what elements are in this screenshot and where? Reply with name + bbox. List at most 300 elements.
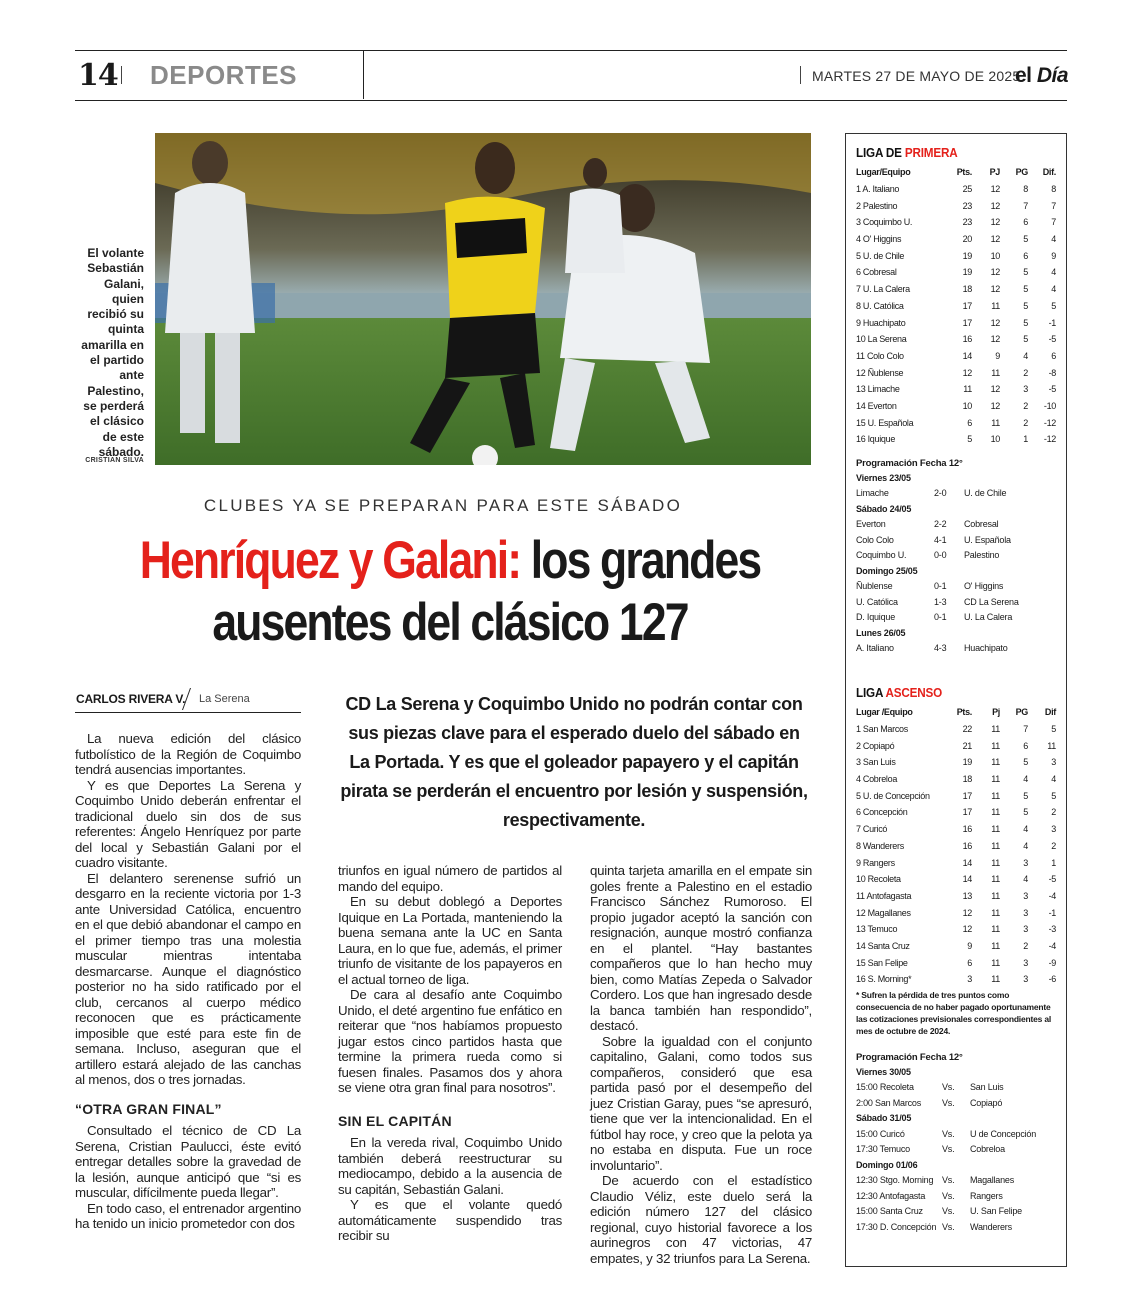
- schedule-title: Programación Fecha 12°: [856, 1051, 963, 1063]
- stat-cell: 5: [1023, 790, 1028, 801]
- headline-highlight: Henríquez y Galani:: [139, 531, 521, 590]
- stat-cell: 3: [1023, 857, 1028, 868]
- stat-cell: 7: [1051, 200, 1056, 211]
- column-header: Dif.: [1042, 167, 1056, 178]
- stat-cell: 4: [1051, 284, 1056, 295]
- stat-cell: 12: [990, 384, 1000, 395]
- team-cell: 11 Antofagasta: [856, 890, 912, 901]
- match-row: [856, 595, 1056, 611]
- schedule-day: Sábado 31/05: [856, 1113, 912, 1123]
- primera-title-b: PRIMERA: [904, 145, 958, 160]
- team-cell: 12 Ñublense: [856, 367, 904, 378]
- paragraph: La nueva edición del clásico futbolístico de la Región de Coquimbo tendrá ausencias importantes.: [75, 731, 301, 777]
- stat-cell: 22: [962, 724, 972, 735]
- stat-cell: 4: [1051, 774, 1056, 785]
- match-team: U. Española: [964, 534, 1011, 545]
- stat-cell: 2: [1023, 940, 1028, 951]
- stat-cell: -8: [1048, 367, 1056, 378]
- photo-caption: El volante Sebastián Galani, quien recibió su quinta amarilla en el partido ante Palestino, se perderá el clásico de este sábado.: [81, 246, 144, 459]
- stat-cell: 4: [1023, 774, 1028, 785]
- match-team: D. Iquique: [856, 612, 896, 623]
- stat-cell: 6: [967, 957, 972, 968]
- primera-title: [856, 145, 1036, 160]
- team-cell: 1 A. Italiano: [856, 184, 900, 195]
- match-team: Everton: [856, 519, 886, 530]
- team-cell: 12 Magallanes: [856, 907, 911, 918]
- match-score: Vs.: [942, 1190, 955, 1201]
- stat-cell: 11: [991, 924, 1000, 935]
- subheading: “OTRA GRAN FINAL”: [75, 1100, 222, 1117]
- author-name: CARLOS RIVERA V.: [76, 692, 186, 706]
- stat-cell: 20: [962, 234, 972, 245]
- stat-cell: 1: [1051, 857, 1056, 868]
- match-score: 0-1: [934, 581, 947, 592]
- stat-cell: -5: [1048, 384, 1056, 395]
- team-cell: 7 Curicó: [856, 824, 888, 835]
- stat-cell: -4: [1048, 890, 1056, 901]
- table-row: [856, 231, 1056, 248]
- stat-cell: 12: [990, 334, 1000, 345]
- stat-cell: 3: [1023, 384, 1028, 395]
- stat-cell: -4: [1048, 940, 1056, 951]
- stat-cell: 3: [1023, 907, 1028, 918]
- team-cell: 15 San Felipe: [856, 957, 908, 968]
- match-score: Vs.: [942, 1097, 955, 1108]
- stat-cell: 9: [967, 940, 972, 951]
- stat-cell: -1: [1048, 907, 1056, 918]
- table-row: [856, 181, 1056, 198]
- team-cell: 2 Copiapó: [856, 740, 895, 751]
- stat-cell: 5: [1023, 267, 1028, 278]
- table-row: [856, 314, 1056, 331]
- stat-cell: 8: [1023, 184, 1028, 195]
- stat-cell: 11: [991, 774, 1000, 785]
- article-headline: [122, 530, 777, 654]
- stat-cell: 3: [1051, 824, 1056, 835]
- match-row: [856, 1142, 1056, 1158]
- stat-cell: -10: [1043, 400, 1056, 411]
- match-row: [856, 1080, 1056, 1096]
- stat-cell: 5: [1023, 317, 1028, 328]
- stat-cell: 11: [1047, 740, 1056, 751]
- stat-cell: 11: [991, 807, 1000, 818]
- stat-cell: 16: [962, 824, 972, 835]
- match-team: 12:30 Antofagasta: [856, 1190, 926, 1201]
- paragraph: Sobre la igualdad con el conjunto capitalino, Galani, como todos sus compañeros, consideró que esa partida pasó por el desempeño del juez Cristian Garay, pues “se apresuró, tiene que ver la intencionalidad. En el fútbol hay roce, y creo que la pelota ya no estaba en disputa. Fue un roce involuntario”.: [590, 1033, 812, 1173]
- match-team: CD La Serena: [964, 596, 1019, 607]
- stat-cell: 14: [962, 874, 972, 885]
- stat-cell: 11: [991, 724, 1000, 735]
- stat-cell: 5: [1023, 284, 1028, 295]
- stat-cell: 6: [967, 417, 972, 428]
- team-cell: 15 U. Española: [856, 417, 914, 428]
- match-row: [856, 1204, 1056, 1220]
- match-score: 0-0: [934, 550, 947, 561]
- stat-cell: 3: [1023, 890, 1028, 901]
- column-header: PJ: [989, 167, 1000, 178]
- stat-cell: 23: [962, 217, 972, 228]
- stat-cell: 12: [962, 367, 972, 378]
- match-team: 15:00 Curicó: [856, 1128, 905, 1139]
- stat-cell: 4: [1023, 350, 1028, 361]
- match-row: [856, 1127, 1056, 1143]
- ascenso-title-b: ASCENSO: [885, 685, 943, 700]
- column-header: PG: [1015, 167, 1028, 178]
- article-photo: [155, 133, 811, 465]
- stat-cell: 11: [991, 367, 1000, 378]
- stat-cell: -1: [1048, 317, 1056, 328]
- match-row: [856, 579, 1056, 595]
- table-row: [856, 298, 1056, 315]
- team-cell: 10 Recoleta: [856, 874, 901, 885]
- stat-cell: 13: [962, 890, 972, 901]
- stat-cell: 16: [962, 334, 972, 345]
- table-row: [856, 264, 1056, 281]
- schedule-day: Viernes 30/05: [856, 1066, 911, 1077]
- team-cell: 8 U. Católica: [856, 300, 904, 311]
- stat-cell: 5: [1051, 300, 1056, 311]
- body-column-3: [590, 863, 812, 1266]
- stat-cell: 12: [962, 924, 972, 935]
- stat-cell: 19: [962, 267, 972, 278]
- match-row: [856, 1096, 1056, 1112]
- table-header-row: [856, 704, 1056, 721]
- team-cell: 6 Cobresal: [856, 267, 897, 278]
- paragraph: En su debut doblegó a Deportes Iquique en La Portada, manteniendo la buena semana ante la UC en Santa Laura, en lo que fue, además, el primer triunfo de visitante de los papayeros en el actual torneo de liga.: [338, 894, 562, 987]
- author-location: La Serena: [199, 693, 250, 705]
- stat-cell: 8: [1051, 184, 1056, 195]
- table-row: [856, 787, 1056, 804]
- table-row: [856, 414, 1056, 431]
- match-score: 2-0: [934, 488, 947, 499]
- stat-cell: 16: [962, 840, 972, 851]
- schedule-day: Viernes 23/05: [856, 472, 911, 483]
- table-row: [856, 971, 1056, 988]
- primera-title-a: LIGA DE: [856, 145, 902, 160]
- team-cell: 16 S. Morning*: [856, 974, 912, 985]
- match-team: Palestino: [964, 550, 1000, 561]
- stat-cell: 3: [1023, 924, 1028, 935]
- header-bottom-rule: [75, 100, 1067, 101]
- match-row: [856, 1189, 1056, 1205]
- ascenso-schedule: [856, 1052, 1056, 1236]
- match-row: [856, 486, 1056, 502]
- stat-cell: 11: [991, 840, 1000, 851]
- stat-cell: 4: [1023, 824, 1028, 835]
- stat-cell: 18: [962, 284, 972, 295]
- paragraph: triunfos en igual número de partidos al mando del equipo.: [338, 863, 562, 894]
- table-row: [856, 364, 1056, 381]
- match-score: Vs.: [942, 1144, 955, 1154]
- table-row: [856, 904, 1056, 921]
- column-header: Lugar/Equipo: [856, 167, 911, 178]
- paragraph: De acuerdo con el estadístico Claudio Véliz, este duelo será la edición número 127 del clásico regional, cuyo historial favorece a los aurinegros con 47 victorias, 47 empates, y 32 triunfos para La Serena.: [590, 1173, 812, 1266]
- table-row: [856, 838, 1056, 855]
- header-divider: [800, 66, 801, 84]
- match-team: U. La Calera: [964, 612, 1013, 623]
- stat-cell: 2: [1051, 807, 1056, 818]
- match-team: Coquimbo U.: [856, 550, 907, 561]
- standings-sidebar: [845, 133, 1067, 1267]
- column-header: Lugar /Equipo: [856, 707, 913, 718]
- table-row: [856, 431, 1056, 448]
- stat-cell: 11: [991, 740, 1000, 751]
- stat-cell: 25: [962, 184, 972, 195]
- match-score: 4-1: [934, 534, 947, 545]
- stat-cell: 9: [995, 350, 1000, 361]
- stat-cell: 23: [962, 200, 972, 211]
- stat-cell: 3: [1051, 757, 1056, 768]
- stat-cell: 12: [990, 234, 1000, 245]
- team-cell: 4 Cobreloa: [856, 774, 898, 785]
- ascenso-title: [856, 685, 1036, 700]
- stat-cell: 5: [1023, 807, 1028, 818]
- article-kicker: CLUBES YA SE PREPARAN PARA ESTE SÁBADO: [203, 496, 683, 515]
- stat-cell: 7: [1023, 200, 1028, 211]
- stat-cell: 5: [1023, 300, 1028, 311]
- team-cell: 14 Santa Cruz: [856, 940, 910, 951]
- stat-cell: 11: [991, 300, 1000, 311]
- match-score: Vs.: [942, 1128, 955, 1139]
- schedule-day: Sábado 24/05: [856, 503, 912, 514]
- stat-cell: 12: [990, 200, 1000, 211]
- logo-dia: Día: [1036, 64, 1069, 87]
- match-row: [856, 641, 1056, 657]
- body-column-1: [75, 731, 301, 1232]
- match-team: San Luis: [970, 1082, 1004, 1092]
- stat-cell: 5: [1051, 790, 1056, 801]
- stat-cell: 17: [962, 317, 972, 328]
- stat-cell: 14: [962, 857, 972, 868]
- stat-cell: 4: [1051, 267, 1056, 278]
- team-cell: 5 U. de Chile: [856, 250, 905, 261]
- team-cell: 10 La Serena: [856, 334, 907, 345]
- match-team: Magallanes: [970, 1175, 1015, 1185]
- match-score: 0-1: [934, 612, 947, 623]
- table-row: [856, 771, 1056, 788]
- subheading: SIN EL CAPITÁN: [338, 1112, 452, 1129]
- stat-cell: 5: [967, 434, 972, 445]
- match-team: A. Italiano: [856, 643, 894, 654]
- paragraph: Y es que el volante quedó automáticamente suspendido tras recibir su: [338, 1197, 562, 1243]
- stat-cell: 21: [962, 740, 972, 751]
- team-cell: 5 U. de Concepción: [856, 790, 930, 801]
- stat-cell: 12: [990, 217, 1000, 228]
- ascenso-block: [856, 685, 1056, 1235]
- schedule-title: Programación Fecha 12°: [856, 457, 963, 469]
- ascenso-footnote: * Sufren la pérdida de tres puntos como consecuencia de no haber pagado oportunamente las cotizaciones previsionales correspondientes al mes de octubre de 2024.: [856, 989, 1052, 1037]
- team-cell: 13 Limache: [856, 384, 900, 395]
- stat-cell: 2: [1051, 840, 1056, 851]
- paragraph: En la vereda rival, Coquimbo Unido también deberá reestructurar su mediocampo, debido a la ausencia de su capitán, Sebastián Galani.: [338, 1135, 562, 1197]
- article-lead: CD La Serena y Coquimbo Unido no podrán contar con sus piezas clave para el esperado duelo del sábado en La Portada. Y es que el goleador papayero y el capitán pirata se perderán el encuentro por lesión y suspensión, respectivamente.: [340, 694, 808, 830]
- stat-cell: -3: [1048, 924, 1056, 935]
- table-row: [856, 737, 1056, 754]
- match-score: Vs.: [942, 1221, 955, 1232]
- photo-credit: CRISTIAN SILVA: [85, 457, 144, 464]
- stat-cell: 5: [1023, 234, 1028, 245]
- team-cell: 9 Huachipato: [856, 317, 906, 328]
- stat-cell: 6: [1023, 740, 1028, 751]
- ascenso-title-a: LIGA: [856, 685, 883, 700]
- stat-cell: 4: [1023, 874, 1028, 885]
- team-cell: 2 Palestino: [856, 200, 898, 211]
- table-header-row: [856, 164, 1056, 181]
- stat-cell: 5: [1051, 724, 1056, 735]
- stat-cell: 12: [962, 907, 972, 918]
- stat-cell: 6: [1051, 350, 1056, 361]
- stat-cell: 5: [1023, 757, 1028, 768]
- stat-cell: 4: [1023, 840, 1028, 851]
- match-score: 1-3: [934, 596, 947, 607]
- table-row: [856, 888, 1056, 905]
- schedule-day: Domingo 25/05: [856, 565, 918, 576]
- football-match-illustration: [155, 133, 811, 465]
- match-team: 17:30 D. Concepción: [856, 1221, 937, 1232]
- stat-cell: 10: [990, 434, 1000, 445]
- paragraph: Consultado el técnico de CD La Serena, Cristian Paulucci, éste evitó entregar detalles sobre la gravedad de la lesión, aunque anticipó que “si es muscular, difícilmente pueda llegar”.: [75, 1123, 301, 1200]
- match-team: Cobresal: [964, 519, 999, 530]
- logo-el: el: [1015, 64, 1032, 87]
- stat-cell: -6: [1048, 974, 1056, 985]
- table-row: [856, 381, 1056, 398]
- table-row: [856, 804, 1056, 821]
- stat-cell: 17: [962, 300, 972, 311]
- section-title: DEPORTES: [150, 60, 298, 90]
- headline-rest: los grandes ausentes del clásico 127: [212, 531, 761, 652]
- match-row: [856, 548, 1056, 564]
- stat-cell: 3: [967, 974, 972, 985]
- table-row: [856, 921, 1056, 938]
- primera-block: [856, 145, 1056, 657]
- stat-cell: 11: [991, 824, 1000, 835]
- schedule-day: Domingo 01/06: [856, 1159, 918, 1170]
- table-row: [856, 197, 1056, 214]
- stat-cell: -5: [1048, 334, 1056, 345]
- match-team: Wanderers: [970, 1221, 1012, 1232]
- stat-cell: 10: [962, 400, 972, 411]
- stat-cell: 11: [991, 907, 1000, 918]
- match-team: Colo Colo: [856, 534, 894, 545]
- team-cell: 3 San Luis: [856, 757, 896, 768]
- table-row: [856, 754, 1056, 771]
- table-row: [856, 938, 1056, 955]
- header-divider: [121, 66, 122, 84]
- team-cell: 9 Rangers: [856, 857, 895, 868]
- stat-cell: -12: [1043, 434, 1056, 445]
- stat-cell: 11: [991, 417, 1000, 428]
- stat-cell: 11: [991, 957, 1000, 968]
- team-cell: 3 Coquimbo U.: [856, 217, 913, 228]
- page-number: 14: [78, 58, 118, 93]
- match-score: Vs.: [942, 1206, 955, 1216]
- stat-cell: 12: [990, 267, 1000, 278]
- match-team: Limache: [856, 488, 889, 499]
- stat-cell: 17: [962, 790, 972, 801]
- ascenso-standings-table: [856, 704, 1056, 988]
- team-cell: 16 Iquique: [856, 434, 896, 445]
- byline-rule: [75, 712, 301, 713]
- stat-cell: 18: [962, 774, 972, 785]
- stat-cell: 10: [990, 250, 1000, 261]
- stat-cell: 7: [1051, 217, 1056, 228]
- table-row: [856, 247, 1056, 264]
- primera-schedule: [856, 458, 1056, 657]
- header-top-rule: [75, 50, 1067, 51]
- team-cell: 11 Colo Colo: [856, 350, 904, 361]
- team-cell: 1 San Marcos: [856, 724, 908, 735]
- match-team: 17:30 Temuco: [856, 1144, 910, 1154]
- table-row: [856, 331, 1056, 348]
- match-team: Copiapó: [970, 1097, 1003, 1108]
- paragraph: De cara al desafío ante Coquimbo Unido, el deté argentino fue enfático en reiterar que “nos habíamos propuesto jugar estos cinco partidos hasta que termine la primera rueda como si fuesen finales. Pasamos dos y ahora se viene otra gran final para nosotros”.: [338, 987, 562, 1095]
- match-row: [856, 533, 1056, 549]
- table-row: [856, 721, 1056, 738]
- stat-cell: 19: [962, 250, 972, 261]
- match-score: 2-2: [934, 519, 947, 530]
- newspaper-logo: [1015, 64, 1068, 88]
- stat-cell: 2: [1023, 417, 1028, 428]
- stat-cell: 9: [1051, 250, 1056, 261]
- match-row: [856, 517, 1056, 533]
- match-team: 15:00 Recoleta: [856, 1082, 914, 1092]
- stat-cell: -12: [1043, 417, 1056, 428]
- match-score: 4-3: [934, 643, 947, 654]
- paragraph: El delantero serenense sufrió un desgarro en la reciente victoria por 1-3 ante Universidad Católica, encuentro en el que debió abandonar el campo en el primer tiempo tras una molestia muscular mientras intentaba desmarcarse. Aunque el diagnóstico posterior no ha sido ratificado por el club, cercanos al cuerpo médico reconocen que es prácticamente imposible que esté para este fin de semana. Incluso, aseguran que el artillero estará alejado de las canchas al menos, dos o tres jornadas.: [75, 870, 301, 1087]
- column-header: Pts.: [956, 167, 972, 178]
- match-team: U. San Felipe: [970, 1206, 1022, 1216]
- body-column-2: [338, 863, 562, 1244]
- match-team: U. Católica: [856, 596, 898, 607]
- table-row: [856, 281, 1056, 298]
- team-cell: 4 O' Higgins: [856, 234, 902, 245]
- match-team: 2:00 San Marcos: [856, 1097, 922, 1108]
- stat-cell: 1: [1023, 434, 1028, 445]
- team-cell: 7 U. La Calera: [856, 284, 910, 295]
- match-team: Huachipato: [964, 643, 1008, 654]
- stat-cell: -5: [1048, 874, 1056, 885]
- match-row: [856, 1173, 1056, 1189]
- stat-cell: 11: [991, 974, 1000, 985]
- column-header: PG: [1015, 707, 1028, 718]
- stat-cell: 17: [962, 807, 972, 818]
- schedule-day: Lunes 26/05: [856, 627, 906, 638]
- paragraph: quinta tarjeta amarilla en el empate sin goles frente a Palestino en el estadio Francisco Sánchez Rumoroso. El propio jugador aceptó la sanción con resignación, aunque mostró confianza en el plantel. “Hay bastantes compañeros que lo han hecho muy bien, como Matías Zepeda o Salvador Cordero. Los que han ingresado desde la banca también han respondido”, destacó.: [590, 863, 812, 1033]
- match-team: 15:00 Santa Cruz: [856, 1206, 923, 1216]
- table-row: [856, 398, 1056, 415]
- table-row: [856, 954, 1056, 971]
- team-cell: 14 Everton: [856, 400, 897, 411]
- paragraph: Y es que Deportes La Serena y Coquimbo Unido deberán enfrentar el tradicional duelo sin dos de sus referentes: Ángelo Henríquez por parte del local y Sebastián Galani por el cuadro visitante.: [75, 777, 301, 870]
- match-score: Vs.: [942, 1175, 955, 1185]
- stat-cell: 11: [991, 874, 1000, 885]
- stat-cell: 11: [991, 940, 1000, 951]
- stat-cell: 7: [1023, 724, 1028, 735]
- match-team: U. de Chile: [964, 488, 1007, 499]
- stat-cell: 11: [963, 384, 972, 395]
- table-row: [856, 821, 1056, 838]
- column-header: Pj: [992, 707, 1000, 718]
- team-cell: 6 Concepción: [856, 807, 908, 818]
- match-team: Cobreloa: [970, 1144, 1005, 1154]
- table-row: [856, 854, 1056, 871]
- stat-cell: 5: [1023, 334, 1028, 345]
- stat-cell: 2: [1023, 367, 1028, 378]
- stat-cell: 12: [990, 400, 1000, 411]
- stat-cell: 6: [1023, 217, 1028, 228]
- table-row: [856, 214, 1056, 231]
- table-row: [856, 871, 1056, 888]
